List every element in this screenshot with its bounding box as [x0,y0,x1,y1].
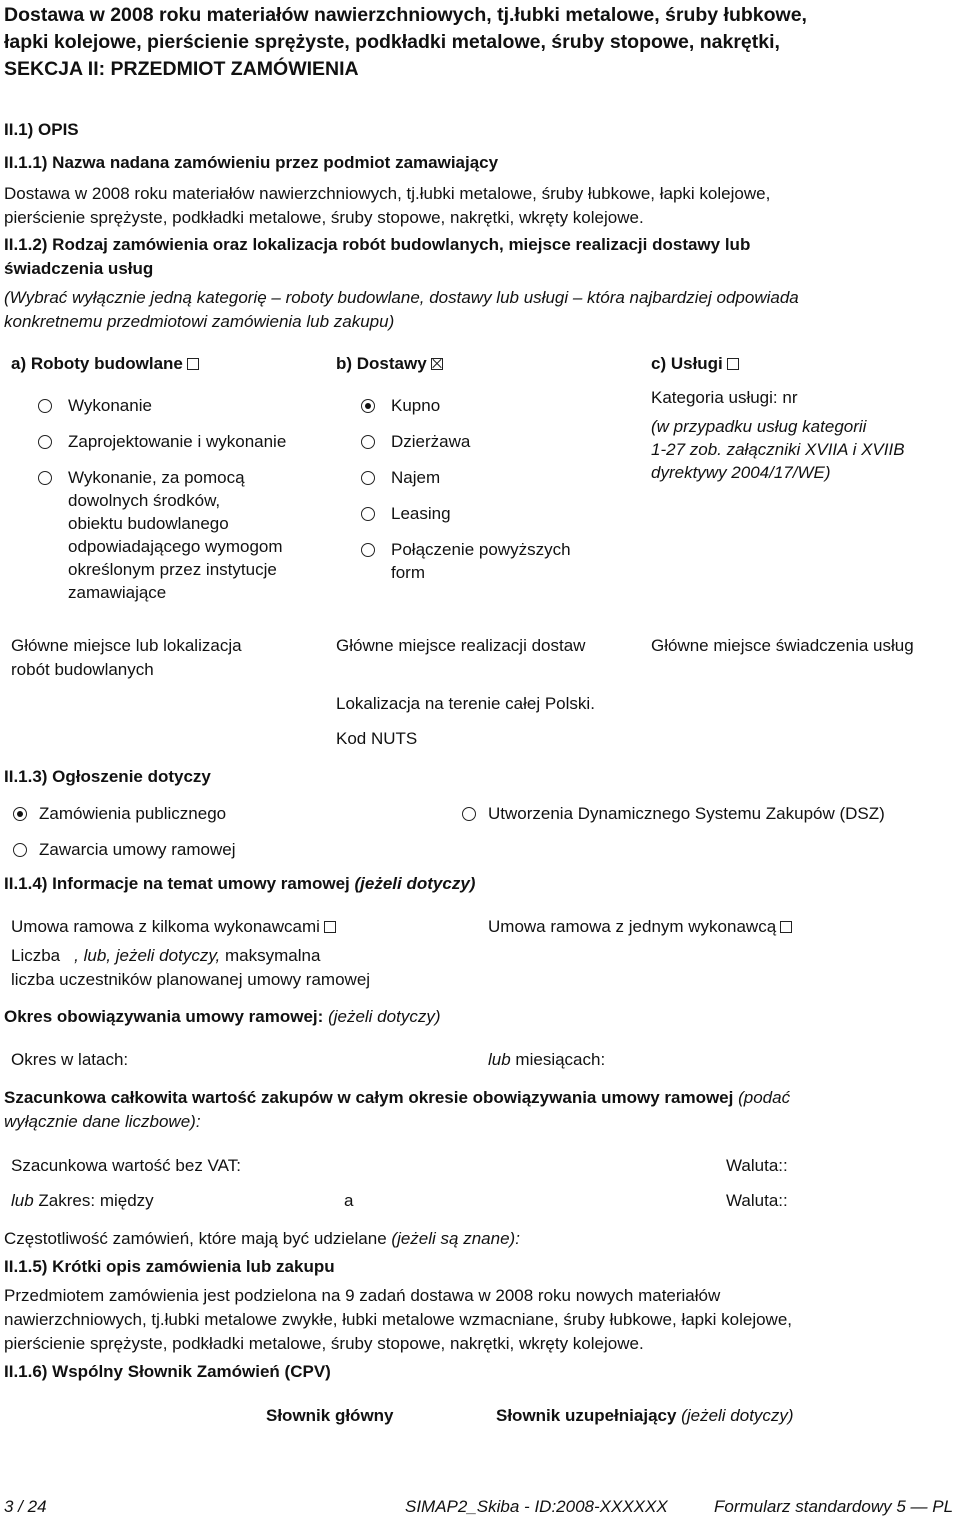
duration-heading: Okres obowiązywania umowy ramowej: (jeżeli dotyczy) [4,1007,441,1026]
description-line-2: nawierzchniowych, tj.łubki metalowe zwykłe, łubki metalowe wzmacniane, śruby łubkowe, łapki kolejowe, [4,1310,793,1329]
supplies-option-label: Połączenie powyższych form [391,540,571,582]
section-ii15-heading: II.1.5) Krótki opis zamówienia lub zakupu [4,1257,335,1276]
value-range-and: a [344,1191,354,1210]
title-line-3: SEKCJA II: PRZEDMIOT ZAMÓWIENIA [4,58,359,80]
value-no-vat-label: Szacunkowa wartość bez VAT: [11,1156,241,1175]
radio-icon[interactable] [38,399,52,413]
service-category-label: Kategoria usługi: nr [651,388,798,407]
footer-form-name: Formularz standardowy 5 — PL [714,1497,954,1516]
radio-icon[interactable] [361,507,375,521]
services-location-label: Główne miejsce świadczenia usług [651,636,914,655]
currency-label-1: Waluta:: [726,1156,788,1175]
notice-option-label: Utworzenia Dynamicznego Systemu Zakupów (DSZ) [488,804,885,823]
works-location-label: Główne miejsce lub lokalizacja robót budowlanych [11,636,242,679]
duration-months-label: lub miesiącach: [488,1050,606,1069]
value-heading-line-1: Szacunkowa całkowita wartość zakupów w całym okresie obowiązywania umowy ramowej (podać [4,1088,791,1107]
location-value: Lokalizacja na terenie całej Polski. [336,694,595,713]
section-ii16-heading: II.1.6) Wspólny Słownik Zamówień (CPV) [4,1362,331,1381]
supplies-option-lease[interactable] [361,430,470,453]
supplies-option-combination[interactable] [361,538,571,584]
radio-selected-icon[interactable] [361,399,375,413]
section-ii14-heading: II.1.4) Informacje na temat umowy ramowej (jeżeli dotyczy) [4,874,476,893]
supplies-option-label: Leasing [391,504,451,523]
notice-option-label: Zamówienia publicznego [39,804,227,823]
radio-icon[interactable] [38,471,52,485]
supplies-checkbox[interactable] [431,358,443,370]
contract-name-line-1: Dostawa w 2008 roku materiałów nawierzchniowych, tj.łubki metalowe, śruby łubkowe, łapki kolejowe, [4,184,771,203]
title-line-1: Dostawa w 2008 roku materiałów nawierzchniowych, tj.łubki metalowe, śruby łubkowe, [4,4,807,26]
notice-option-label: Zawarcia umowy ramowej [39,840,236,859]
services-checkbox[interactable] [727,358,739,370]
value-range-label: lub Zakres: między [11,1191,154,1210]
supplies-option-rental[interactable] [361,466,440,489]
works-option-label: Wykonanie, za pomocą dowolnych środków, obiektu budowlanego odpowiadającego wymogom określonym przez instytucje zamawiające [68,468,283,602]
works-option-label: Wykonanie [68,396,152,415]
radio-icon[interactable] [361,435,375,449]
category-works [11,352,199,376]
framework-single-checkbox[interactable] [780,921,792,933]
works-option-execution[interactable] [38,394,152,417]
category-note-line-1: (Wybrać wyłącznie jedną kategorię – roboty budowlane, dostawy lub usługi – która najbardziej odpowiada [4,288,799,307]
category-services [651,352,739,376]
framework-single [488,915,792,939]
section-ii12-heading-line-1: II.1.2) Rodzaj zamówienia oraz lokalizacja robót budowlanych, miejsce realizacji dostawy lub [4,235,751,254]
currency-label-2: Waluta:: [726,1191,788,1210]
framework-single-label: Umowa ramowa z jednym wykonawcą [488,917,777,936]
frequency-label: Częstotliwość zamówień, które mają być udzielane (jeżeli są znane): [4,1229,520,1248]
section-ii12-heading-line-2: świadczenia usług [4,259,154,278]
duration-years-label: Okres w latach: [11,1050,129,1069]
category-supplies [336,352,443,376]
radio-icon[interactable] [462,807,476,821]
works-option-by-any-means[interactable] [38,466,283,604]
description-line-1: Przedmiotem zamówienia jest podzielona na 9 zadań dostawa w 2008 roku nowych materiałów [4,1286,721,1305]
document-title [4,2,956,83]
service-category-note: (w przypadku usług kategorii 1-27 zob. załączniki XVIIA i XVIIB dyrektywy 2004/17/WE) [651,417,905,482]
framework-multi [11,915,336,939]
category-supplies-label: b) Dostawy [336,354,427,373]
section-ii13-heading: II.1.3) Ogłoszenie dotyczy [4,767,211,786]
works-option-design-execution[interactable] [38,430,286,453]
supplies-option-purchase[interactable] [361,394,440,417]
radio-icon[interactable] [361,471,375,485]
works-option-label: Zaprojektowanie i wykonanie [68,432,287,451]
radio-icon[interactable] [361,543,375,557]
value-heading-line-2: wyłącznie dane liczbowe): [4,1112,201,1131]
supplies-option-label: Najem [391,468,441,487]
category-services-label: c) Usługi [651,354,723,373]
cpv-supplementary-label: Słownik uzupełniający (jeżeli dotyczy) [496,1406,794,1425]
supplies-option-label: Kupno [391,396,441,415]
radio-selected-icon[interactable] [13,807,27,821]
radio-icon[interactable] [13,843,27,857]
participants-count-label: Liczba , lub, jeżeli dotyczy, maksymalna liczba uczestników planowanej umowy ramowej [11,946,371,989]
category-note-line-2: konkretnemu przedmiotowi zamówienia lub zakupu) [4,312,395,331]
framework-multi-checkbox[interactable] [324,921,336,933]
notice-option-public-contract[interactable] [13,802,226,825]
works-checkbox[interactable] [187,358,199,370]
supplies-option-label: Dzierżawa [391,432,471,451]
notice-option-framework[interactable] [13,838,236,861]
radio-icon[interactable] [38,435,52,449]
category-works-label: a) Roboty budowlane [11,354,183,373]
description-line-3: pierścienie sprężyste, podkładki metalowe, śruby stopowe, nakrętki, wkręty kolejowe. [4,1334,644,1353]
section-ii11-heading: II.1.1) Nazwa nadana zamówieniu przez podmiot zamawiający [4,153,499,172]
notice-option-dps[interactable] [462,802,885,825]
footer-page-number: 3 / 24 [4,1497,47,1516]
supplies-location-label: Główne miejsce realizacji dostaw [336,636,586,655]
framework-multi-label: Umowa ramowa z kilkoma wykonawcami [11,917,320,936]
section-ii1-heading: II.1) OPIS [4,120,79,139]
title-line-2: łapki kolejowe, pierścienie sprężyste, podkładki metalowe, śruby stopowe, nakrętki, [4,31,780,53]
cpv-main-label: Słownik główny [266,1406,394,1425]
supplies-option-leasing[interactable] [361,502,451,525]
contract-name-line-2: pierścienie sprężyste, podkładki metalowe, śruby stopowe, nakrętki, wkręty kolejowe. [4,208,644,227]
nuts-code-label: Kod NUTS [336,729,418,748]
footer-reference: SIMAP2_Skiba - ID:2008-XXXXXX [405,1497,668,1516]
